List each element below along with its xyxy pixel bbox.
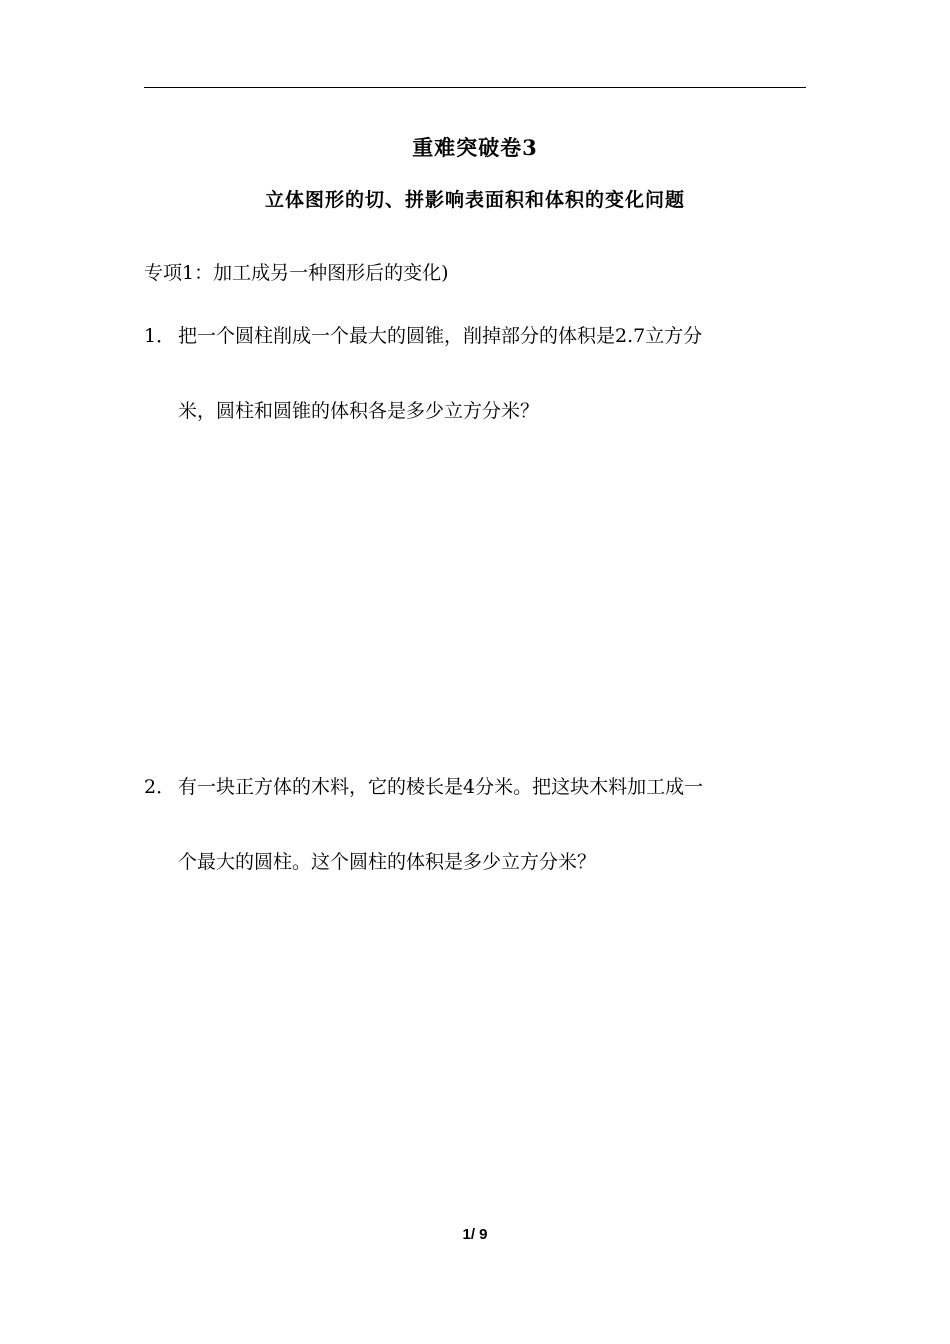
header-rule xyxy=(144,87,806,88)
page-number: 1/ 9 xyxy=(462,1226,488,1243)
question-text-line: 有一块正方体的木料，它的棱长是4分米。把这块木料加工成一 xyxy=(178,776,704,798)
page-title: 重难突破卷3 xyxy=(412,135,538,160)
question-number: 2． xyxy=(144,776,176,798)
section-heading: 专项1：加工成另一种图形后的变化) xyxy=(144,262,449,284)
page-subtitle: 立体图形的切、拼影响表面积和体积的变化问题 xyxy=(264,189,685,211)
question-number: 1． xyxy=(144,325,176,347)
question-text-line: 米，圆柱和圆锥的体积各是多少立方分米？ xyxy=(178,400,540,422)
question-text-line: 把一个圆柱削成一个最大的圆锥，削掉部分的体积是2.7立方分 xyxy=(178,325,703,347)
question-text-line: 个最大的圆柱。这个圆柱的体积是多少立方分米？ xyxy=(178,851,597,873)
